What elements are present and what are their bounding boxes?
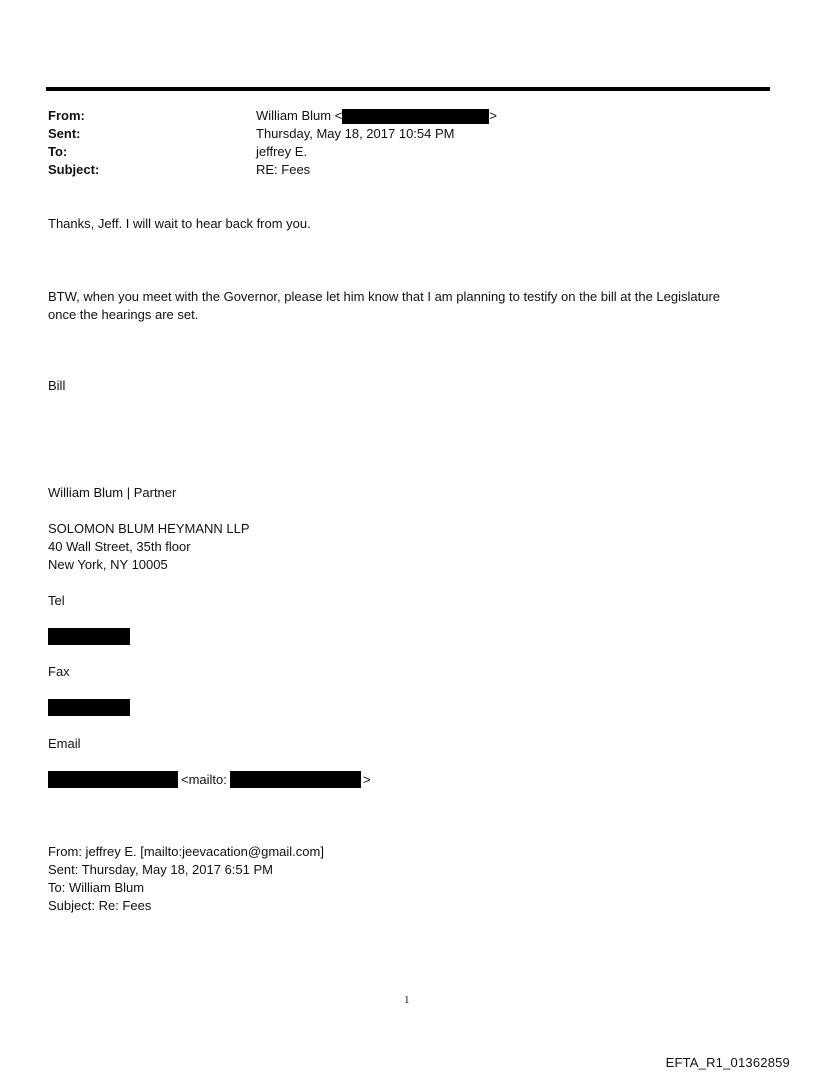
signature-title: William Blum | Partner bbox=[48, 485, 177, 500]
subject-label: Subject: bbox=[48, 162, 100, 177]
redacted-fax bbox=[48, 699, 130, 716]
page-number: 1 bbox=[404, 994, 410, 1006]
body-line-hearings: once the hearings are set. bbox=[48, 307, 199, 322]
sent-value: Thursday, May 18, 2017 10:54 PM bbox=[256, 126, 455, 141]
redacted-mailto bbox=[230, 771, 361, 788]
signature-address-2: New York, NY 10005 bbox=[48, 557, 168, 572]
quoted-to: To: William Blum bbox=[48, 880, 145, 895]
from-value: William Blum < > bbox=[256, 108, 497, 123]
quoted-sent: Sent: Thursday, May 18, 2017 6:51 PM bbox=[48, 862, 273, 877]
from-label: From: bbox=[48, 108, 85, 123]
signature-address-1: 40 Wall Street, 35th floor bbox=[48, 539, 191, 554]
sent-label: Sent: bbox=[48, 126, 81, 141]
document-id: EFTA_R1_01362859 bbox=[665, 1055, 790, 1070]
mailto-prefix: <mailto: bbox=[181, 772, 227, 787]
email-label: Email bbox=[48, 736, 81, 751]
fax-label: Fax bbox=[48, 664, 70, 679]
signoff: Bill bbox=[48, 378, 66, 393]
to-label: To: bbox=[48, 144, 68, 159]
redacted-email bbox=[342, 109, 489, 124]
header-divider bbox=[46, 87, 770, 91]
quoted-subject: Subject: Re: Fees bbox=[48, 898, 152, 913]
subject-value: RE: Fees bbox=[256, 162, 311, 177]
tel-label: Tel bbox=[48, 593, 65, 608]
mailto-suffix: > bbox=[363, 772, 371, 787]
signature-firm: SOLOMON BLUM HEYMANN LLP bbox=[48, 521, 250, 536]
redacted-tel bbox=[48, 628, 130, 645]
quoted-from: From: jeffrey E. [mailto:jeevacation@gmail.com] bbox=[48, 844, 324, 859]
to-value: jeffrey E. bbox=[256, 144, 308, 159]
body-line-thanks: Thanks, Jeff. I will wait to hear back from you. bbox=[48, 216, 311, 231]
redacted-email-address bbox=[48, 771, 178, 788]
body-line-btw: BTW, when you meet with the Governor, please let him know that I am planning to testify on the bill at the Legislature bbox=[48, 289, 721, 304]
